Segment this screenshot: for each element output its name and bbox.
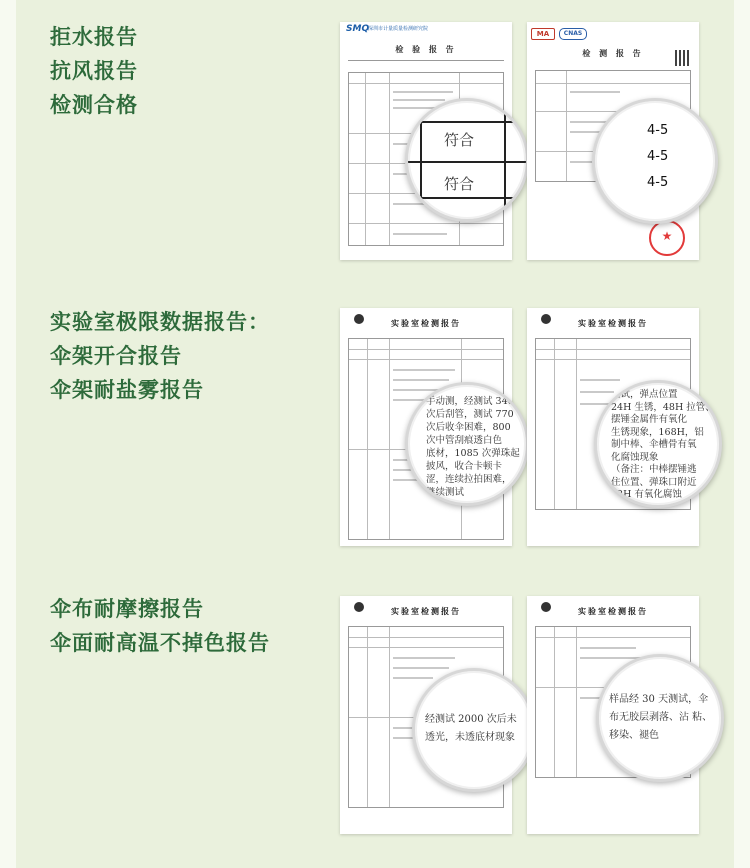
table-row-line — [349, 359, 503, 360]
table-row-line — [349, 647, 503, 648]
result-line: 测试，弹点位置 — [611, 389, 678, 400]
table-line — [420, 101, 422, 219]
text-line — [580, 391, 614, 393]
result-line: 生锈现象，168H，铝 — [611, 426, 704, 438]
heading-line: 实验室极限数据报告： — [50, 310, 270, 334]
result-line: 次中管刮痕透白色 — [426, 435, 503, 446]
left-border — [0, 0, 16, 868]
text-line — [393, 369, 455, 371]
table-col-line — [389, 73, 390, 245]
result-cell: 符合 — [444, 131, 475, 149]
document-title: 实验室检测报告 — [391, 607, 461, 616]
result-line: 化腐蚀现象 — [611, 451, 659, 463]
result-line: 24H 生锈，48H 拉管、 — [611, 401, 715, 413]
result-line: 住位置、弹珠口附近 — [611, 476, 697, 488]
result-line: 次后刮管，测试 770 — [426, 409, 514, 420]
document-title: 实验室检测报告 — [578, 319, 648, 328]
text-line — [393, 99, 445, 101]
result-line: 手动测，经测试 340 — [426, 396, 514, 407]
table-col-line — [389, 339, 390, 539]
table-line — [408, 121, 526, 123]
result-line: 透光，未透底材现象 — [425, 732, 515, 743]
table-line — [408, 161, 526, 163]
section-1-heading — [50, 20, 138, 122]
text-line — [393, 91, 453, 93]
table-col-line — [576, 627, 577, 777]
magnifier-result-6 — [596, 654, 724, 782]
divider — [348, 60, 504, 61]
document-title: 检 验 报 告 — [395, 45, 457, 54]
right-border — [734, 0, 750, 868]
cnas-logo: CNAS — [559, 28, 587, 40]
result-line: 次后收伞困难，800 — [426, 422, 511, 433]
table-row-line — [536, 349, 690, 350]
result-line: 经测试 2000 次后未 — [425, 714, 517, 725]
result-line: 布无胶层剥落、沾 粘、 — [609, 712, 713, 723]
seal-star: ★ — [661, 229, 673, 243]
text-line — [570, 91, 620, 93]
table-line — [504, 101, 506, 219]
text-line — [393, 379, 449, 381]
table-row-line — [349, 83, 503, 84]
result-line: （备注：中棒摆锤逃 — [611, 464, 697, 475]
result-line: 披风，收合卡顿卡 — [426, 461, 503, 472]
result-line: 移染、褪色 — [609, 730, 659, 741]
result-line: 涩，连续拉拍困难， — [426, 474, 512, 485]
text-line — [580, 647, 636, 649]
result-line: 底材，1085 次弹珠起 — [426, 448, 520, 459]
institute-name: 深圳市计量质量检测研究院 — [368, 26, 429, 32]
rating-value: 4-5 — [647, 149, 669, 164]
table-col-line — [554, 339, 555, 509]
magnifier-result-1 — [405, 98, 529, 222]
table-row-line — [536, 359, 690, 360]
ma-logo: MA — [531, 28, 555, 40]
result-text — [611, 389, 715, 502]
heading-line: 检测合格 — [50, 93, 138, 117]
rating-value: 4-5 — [647, 123, 669, 138]
table-col-line — [367, 339, 368, 539]
magnifier-result-5 — [412, 668, 536, 792]
table-row-line — [349, 349, 503, 350]
table-col-line — [576, 339, 577, 509]
table-line — [408, 197, 526, 199]
table-row-line — [536, 83, 690, 84]
result-line: 样品经 30 天测试，伞 — [609, 694, 709, 705]
text-line — [580, 379, 620, 381]
heading-line: 伞布耐摩擦报告 — [50, 597, 204, 621]
heading-line: 抗风报告 — [50, 59, 138, 83]
official-seal — [649, 220, 685, 256]
text-line — [393, 677, 433, 679]
result-cell: 符合 — [444, 175, 475, 193]
magnifier-result-4 — [594, 380, 722, 508]
document-title: 检 测 报 告 — [582, 49, 644, 58]
table-row-line — [349, 223, 503, 224]
result-line: 72H 有氧化腐蚀 — [611, 489, 682, 500]
magnifier-result-2 — [592, 98, 718, 224]
magnifier-result-3 — [405, 382, 529, 506]
table-row-line — [536, 637, 690, 638]
result-line: 继续测试 — [426, 487, 465, 498]
table-col-line — [554, 627, 555, 777]
result-line: 摆锤金属件有氧化 — [611, 414, 688, 425]
text-line — [393, 233, 447, 235]
heading-line: 伞面耐高温不掉色报告 — [50, 631, 270, 655]
result-text — [609, 691, 717, 745]
document-title: 实验室检测报告 — [578, 607, 648, 616]
result-text — [426, 395, 522, 499]
result-line: 制中棒、伞槽骨有氧 — [611, 439, 697, 450]
table-row-line — [349, 637, 503, 638]
section-2-heading — [50, 305, 270, 407]
heading-line: 拒水报告 — [50, 25, 138, 49]
smq-logo: SMQ — [346, 24, 370, 34]
heading-line: 伞架耐盐雾报告 — [50, 378, 204, 402]
section-3-heading — [50, 592, 270, 660]
table-col-line — [566, 71, 567, 181]
rating-value: 4-5 — [647, 175, 669, 190]
text-line — [393, 667, 449, 669]
document-title: 实验室检测报告 — [391, 319, 461, 328]
table-col-line — [365, 73, 366, 245]
heading-line: 伞架开合报告 — [50, 344, 182, 368]
result-text — [425, 711, 529, 747]
text-line — [393, 657, 455, 659]
